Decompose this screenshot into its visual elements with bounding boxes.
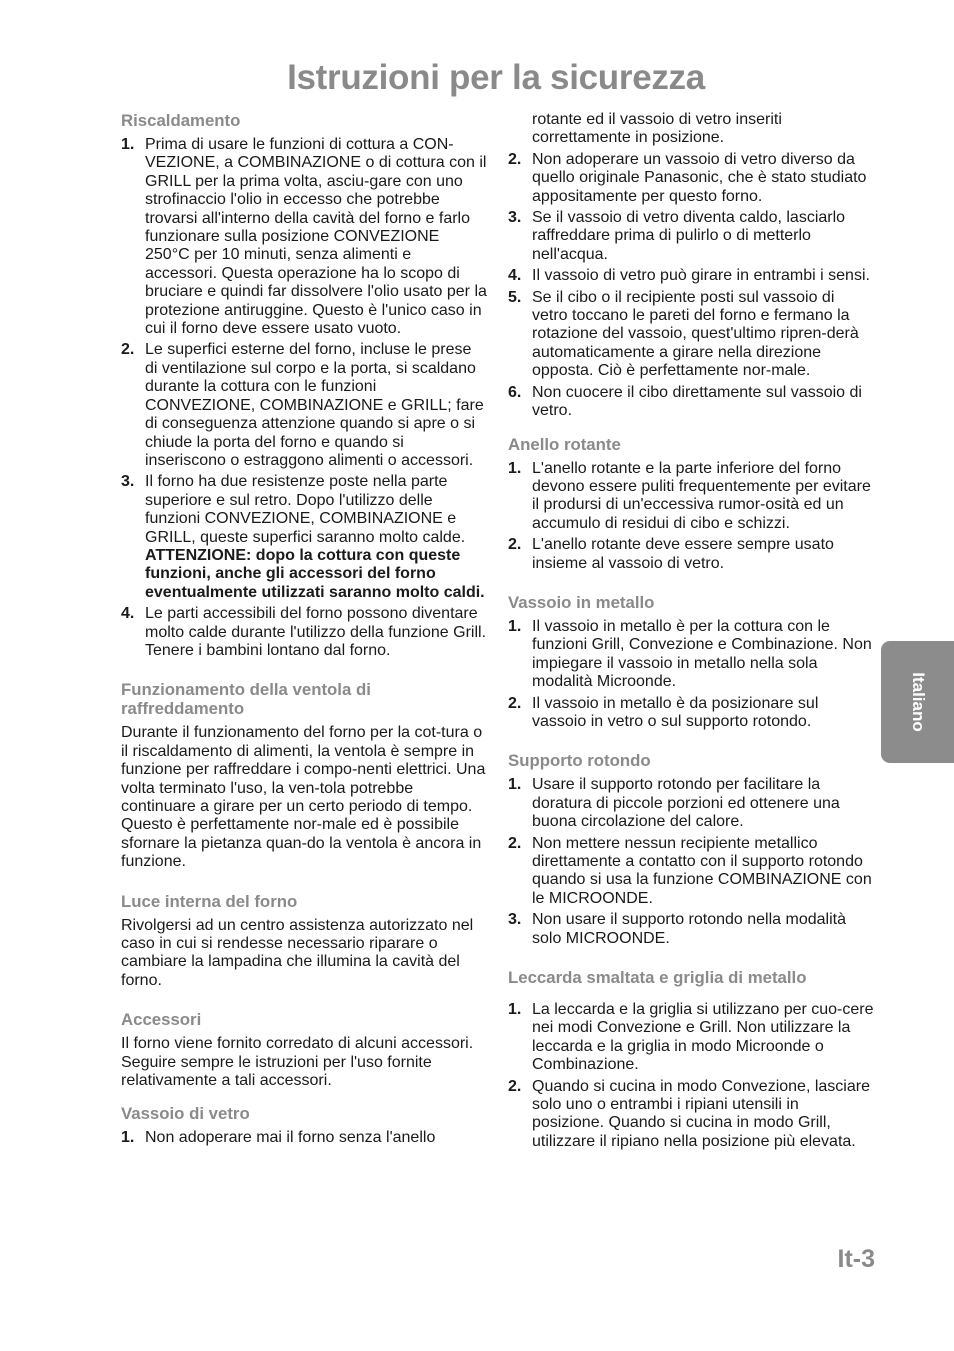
item-number: 5. xyxy=(508,288,522,306)
item-number: 2. xyxy=(508,536,522,554)
list-item xyxy=(508,776,874,831)
item-number: 1. xyxy=(508,1001,522,1019)
language-tab xyxy=(881,641,954,763)
item-text: La leccarda e la griglia si utilizzano per cuo-cere nei modi Convezione e Grill. Non utilizzare la leccarda e la griglia in modo Microonde o Combinazione. xyxy=(532,1001,874,1074)
list-leccarda xyxy=(508,1001,874,1151)
heading-anello: Anello rotante xyxy=(508,434,621,454)
page-number: It-3 xyxy=(837,1245,875,1273)
item-text: Il vassoio in metallo è da posizionare sul vassoio in vetro o sul supporto rotondo. xyxy=(532,694,819,730)
paragraph-luce: Rivolgersi ad un centro assistenza autorizzato nel caso in cui si rendesse necessario riparare o cambiare la lampadina che illumina la cavità del forno. xyxy=(121,916,474,989)
item-text: Non adoperare mai il forno senza l'anello xyxy=(145,1129,436,1147)
list-item xyxy=(508,695,874,732)
page-title: Istruzioni per la sicurezza xyxy=(287,58,705,97)
list-item xyxy=(508,460,874,534)
item-number: 1. xyxy=(121,1129,135,1147)
paragraph-ventola: Durante il funzionamento del forno per la cot-tura o il riscaldamento di alimenti, la ventola è sempre in funzione per raffreddare i compo-nenti elettrici. Una volta terminato l'uso, la ven-tola potrebbe continuare a girare per un certo periodo di tempo. Questo è perfettamente nor-male ed è possibile sfornare la pietanza quan-do la ventola è ancora in funzione. xyxy=(121,724,486,871)
item-number: 2. xyxy=(508,834,522,852)
item-number: 4. xyxy=(508,267,522,285)
item-text: Il vassoio in metallo è per la cottura con le funzioni Grill, Convezione e Combinazione. Non impiegare il vassoio in metallo nella sola modalità Microonde. xyxy=(532,617,872,691)
list-vassoio-vetro-cont xyxy=(508,111,874,421)
item-text: Prima di usare le funzioni di cottura a CON-VEZIONE, a COMBINAZIONE o di cottura con il GRILL per la prima volta, asciu-gare con uno strofinaccio l'olio in eccesso che potrebbe trovarsi all'interno della cavità del forno e farlo funzionare sulla posizione CONVEZIONE 250°C per 10 minuti, senza alimenti e accessori. Questa operazione ha lo scopo di bruciare e quindi far dissolvere l'olio usato per la protezione antiruggine. Questo è l'unico caso in cui il forno deve essere usato vuoto. xyxy=(145,136,487,338)
item-text: Non mettere nessun recipiente metallico direttamente a contatto con il supporto rotondo quando si usa la funzione COMBINAZIONE con le MICROONDE. xyxy=(532,834,872,907)
list-item xyxy=(121,1129,487,1147)
item-text: Non usare il supporto rotondo nella modalità solo MICROONDE. xyxy=(532,911,846,947)
list-item xyxy=(121,341,487,470)
heading-supporto: Supporto rotondo xyxy=(508,751,651,771)
heading-luce: Luce interna del forno xyxy=(121,891,298,911)
item-text: Non adoperare un vassoio di vetro diverso da quello originale Panasonic, che è stato studiato appositamente per questo forno. xyxy=(532,150,867,205)
list-item xyxy=(508,536,874,573)
item-number: 1. xyxy=(508,459,522,477)
item-text: L'anello rotante e la parte inferiore del forno devono essere puliti frequentemente per evitare il prodursi di un'eccessiva rumor-osità ed un accumulo di residui di cibo e schizzi. xyxy=(532,459,871,532)
list-riscaldamento xyxy=(121,136,487,660)
heading-accessori: Accessori xyxy=(121,1010,202,1030)
list-item xyxy=(121,136,487,338)
item-text: Il vassoio di vetro può girare in entrambi i sensi. xyxy=(532,267,870,285)
item-number: 2. xyxy=(508,150,522,168)
item-number: 2. xyxy=(508,1077,522,1095)
item-text: Usare il supporto rotondo per facilitare la doratura di piccole porzioni ed ottenere una buona circolazione del calore. xyxy=(532,776,840,831)
item-text: Non cuocere il cibo direttamente sul vassoio di vetro. xyxy=(532,383,862,420)
list-item xyxy=(508,151,874,206)
warning-text: ATTENZIONE: dopo la cottura con queste funzioni, anche gli accessori del forno eventualmente utilizzati saranno molto caldi. xyxy=(145,546,485,601)
item-text: Le superfici esterne del forno, incluse le prese di ventilazione sul corpo e la porta, si scaldano durante la cottura con le funzioni CONVEZIONE, COMBINAZIONE e GRILL; fare di conseguenza attenzione quando si apre o si chiude la porta del forno e quando si inseriscono o estraggono alimenti o accessori. xyxy=(145,341,484,469)
list-item xyxy=(508,911,874,948)
item-number: 3. xyxy=(121,473,135,491)
heading-ventola: Funzionamento della ventola di raffreddamento xyxy=(121,680,371,719)
paragraph-accessori: Il forno viene fornito corredato di alcuni accessori. Seguire sempre le istruzioni per l'uso fornite relativamente a tali accessori. xyxy=(121,1035,474,1090)
item-text: Le parti accessibili del forno possono diventare molto calde durante l'utilizzo della funzione Grill. Tenere i bambini lontano dal forno. xyxy=(145,605,487,659)
item-number: 3. xyxy=(508,209,522,227)
item-number: 2. xyxy=(508,694,522,712)
heading-leccarda: Leccarda smaltata e griglia di metallo xyxy=(508,968,807,988)
heading-riscaldamento: Riscaldamento xyxy=(121,111,241,130)
list-metallo xyxy=(508,618,874,731)
item-text: Quando si cucina in modo Convezione, lasciare solo uno o entrambi i ripiani utensili in posizione. Quando si cucina in modo Grill, utilizzare il ripiano nella posizione più elevata. xyxy=(532,1077,870,1150)
list-item xyxy=(121,605,487,660)
left-column xyxy=(121,111,487,1151)
item-text: rotante ed il vassoio di vetro inseriti correttamente in posizione. xyxy=(532,111,782,147)
list-item xyxy=(508,1078,874,1152)
list-item xyxy=(508,267,874,285)
list-item-continued xyxy=(508,111,874,148)
right-column xyxy=(508,111,874,1154)
list-anello xyxy=(508,460,874,573)
list-item xyxy=(508,618,874,692)
item-number: 3. xyxy=(508,911,522,929)
item-text: Se il vassoio di vetro diventa caldo, lasciarlo raffreddare prima di pulirlo o di metterlo nell'acqua. xyxy=(532,209,846,263)
heading-vassoio-vetro: Vassoio di vetro xyxy=(121,1104,250,1124)
list-item xyxy=(508,1001,874,1075)
list-supporto xyxy=(508,776,874,948)
list-vassoio-vetro xyxy=(121,1129,487,1147)
list-item xyxy=(508,835,874,909)
item-number: 1. xyxy=(121,136,135,153)
language-tab-label: Italiano xyxy=(908,672,928,732)
item-text: Se il cibo o il recipiente posti sul vassoio di vetro toccano le pareti del forno e fermano la rotazione del vassoio, quest'ultimo ripren-derà automaticamente a girare nella direzione opposta. Ciò è perfettamente nor-male. xyxy=(532,288,859,380)
heading-metallo: Vassoio in metallo xyxy=(508,592,655,612)
item-number: 1. xyxy=(508,617,522,635)
list-item xyxy=(121,473,487,602)
item-text: Il forno ha due resistenze poste nella parte superiore e sul retro. Dopo l'utilizzo delle funzioni CONVEZIONE, COMBINAZIONE e GRILL, queste superfici saranno molto calde. xyxy=(145,473,466,546)
list-item xyxy=(508,289,874,381)
item-number: 6. xyxy=(508,383,522,401)
item-text: L'anello rotante deve essere sempre usato insieme al vassoio di vetro. xyxy=(532,536,834,572)
list-item xyxy=(508,209,874,264)
item-number: 2. xyxy=(121,341,135,359)
item-number: 4. xyxy=(121,605,135,623)
list-item xyxy=(508,384,874,421)
item-number: 1. xyxy=(508,776,522,794)
